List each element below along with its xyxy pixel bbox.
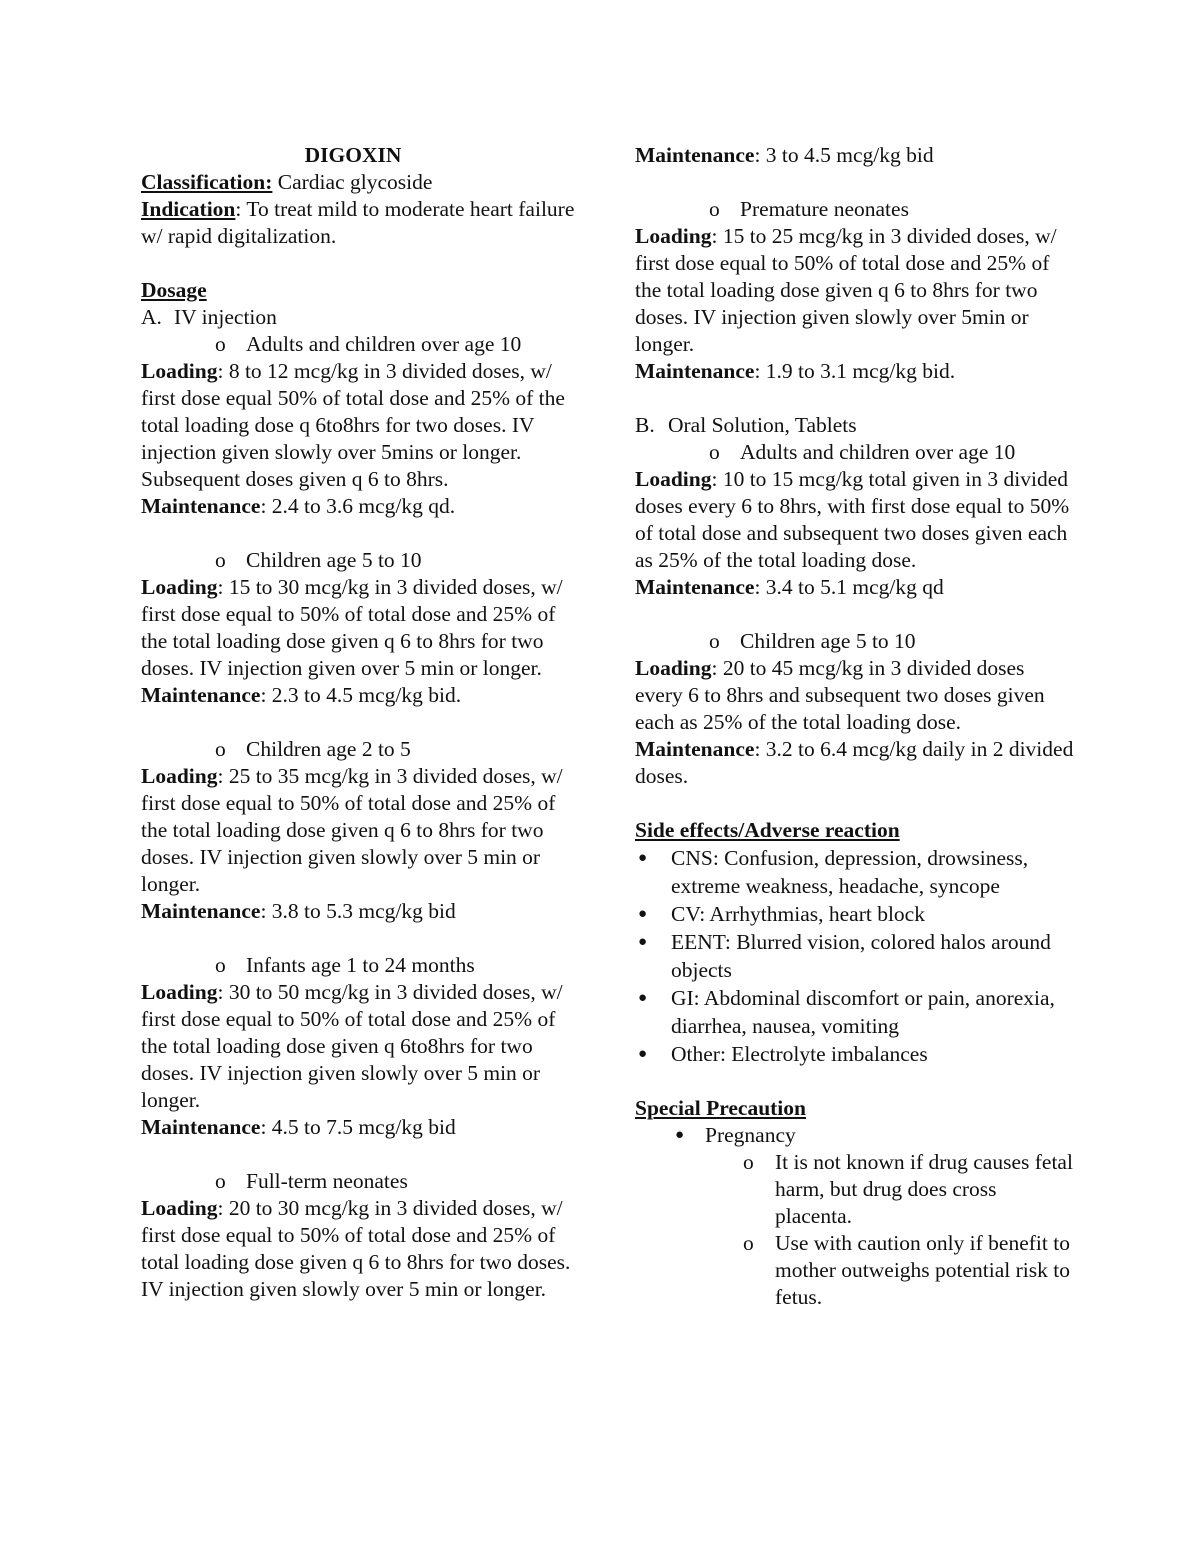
loading-text: Loading: 20 to 30 mcg/kg in 3 divided doses, w/ first dose equal to 50% of total dose and 25% of total loading dose given q 6 to 8hrs for two doses. IV injection given slowly over 5 min or longer.: [141, 1196, 571, 1301]
maintenance-text: Maintenance: 3.2 to 6.4 mcg/kg daily in 2 divided doses.: [635, 737, 1074, 788]
group-heading: o Infants age 1 to 24 months: [215, 953, 475, 977]
group-heading: o Children age 5 to 10: [215, 548, 422, 572]
classification-value: Cardiac glycoside: [272, 170, 433, 194]
maintenance-text: Maintenance: 2.4 to 3.6 mcg/kg qd.: [141, 494, 456, 518]
loading-text: Loading: 15 to 30 mcg/kg in 3 divided doses, w/ first dose equal to 50% of total dose and 25% of the total loading dose given q 6 to 8hrs for two doses. IV injection given over 5 min or longer.: [141, 575, 563, 680]
list-item: ● EENT: Blurred vision, colored halos around objects: [638, 930, 1051, 982]
precaution-subitem: o It is not known if drug causes fetal harm, but drug does cross placenta.: [743, 1150, 1073, 1228]
maintenance-text: Maintenance: 3.8 to 5.3 mcg/kg bid: [141, 899, 456, 923]
bullet-icon: ●: [638, 850, 648, 866]
sub-marker: o: [215, 548, 226, 572]
maintenance-text: Maintenance: 4.5 to 7.5 mcg/kg bid: [141, 1115, 456, 1139]
group-heading: o Full-term neonates: [215, 1169, 408, 1193]
loading-text: Loading: 30 to 50 mcg/kg in 3 divided doses, w/ first dose equal to 50% of total dose and 25% of the total loading dose given q 6to8hrs for two doses. IV injection given slowly over 5 min or longer.: [141, 980, 563, 1112]
sub-marker: o: [215, 737, 226, 761]
indication-line: [141, 196, 581, 250]
list-item: ● GI: Abdominal discomfort or pain, anorexia, diarrhea, nausea, vomiting: [638, 986, 1055, 1038]
sub-marker: o: [743, 1231, 754, 1255]
loading-text: Loading: 25 to 35 mcg/kg in 3 divided doses, w/ first dose equal to 50% of total dose and 25% of the total loading dose given q 6 to 8hrs for two doses. IV injection given slowly over 5 min or longer.: [141, 764, 563, 896]
route-a: [141, 304, 581, 331]
group-heading: o Premature neonates: [709, 197, 909, 221]
route-name: IV injection: [174, 305, 277, 329]
precaution-subitem: o Use with caution only if benefit to mother outweighs potential risk to fetus.: [743, 1231, 1070, 1309]
bullet-icon: ●: [638, 1046, 648, 1062]
side-effects-list: [635, 844, 1075, 1068]
classification-line: [141, 169, 581, 196]
list-item: ● CV: Arrhythmias, heart block: [638, 902, 925, 926]
sub-marker: o: [709, 197, 720, 221]
precaution-item: ● Pregnancy: [675, 1123, 796, 1147]
classification-label: Classification:: [141, 170, 273, 194]
sub-marker: o: [215, 332, 226, 356]
bullet-icon: ●: [638, 934, 648, 950]
list-item: ● Other: Electrolyte imbalances: [638, 1042, 928, 1066]
route-b: [635, 412, 1075, 439]
left-column: [141, 142, 581, 1303]
group-heading: o Adults and children over age 10: [709, 440, 1016, 464]
loading-text: Loading: 8 to 12 mcg/kg in 3 divided doses, w/ first dose equal 50% of total dose and 25% of the total loading dose q 6to8hrs for two doses. IV injection given slowly over 5mins or longer. Subsequent doses given q 6 to 8hrs.: [141, 359, 565, 491]
special-precaution-heading: Special Precaution: [635, 1096, 806, 1120]
sub-marker: o: [215, 1169, 226, 1193]
sub-marker: o: [709, 629, 720, 653]
sub-marker: o: [743, 1150, 754, 1174]
side-effects-heading: Side effects/Adverse reaction: [635, 818, 900, 842]
list-item: ● CNS: Confusion, depression, drowsiness, extreme weakness, headache, syncope: [638, 846, 1029, 898]
document-title: DIGOXIN: [304, 143, 402, 167]
maintenance-text: Maintenance: 1.9 to 3.1 mcg/kg bid.: [635, 359, 956, 383]
loading-text: Loading: 20 to 45 mcg/kg in 3 divided doses every 6 to 8hrs and subsequent two doses given each as 25% of the total loading dose.: [635, 656, 1045, 734]
group-heading: o Adults and children over age 10: [215, 332, 522, 356]
group-heading: o Children age 5 to 10: [709, 629, 916, 653]
dosage-heading: Dosage: [141, 278, 207, 302]
maintenance-text: Maintenance: 3.4 to 5.1 mcg/kg qd: [635, 575, 944, 599]
sub-marker: o: [709, 440, 720, 464]
route-letter: A.: [141, 305, 162, 329]
sub-marker: o: [215, 953, 226, 977]
right-column: [635, 142, 1075, 1311]
bullet-icon: ●: [638, 906, 648, 922]
indication-label: Indication: [141, 197, 236, 221]
route-letter: B.: [635, 413, 655, 437]
maintenance-text: Maintenance: 2.3 to 4.5 mcg/kg bid.: [141, 683, 462, 707]
loading-text: Loading: 15 to 25 mcg/kg in 3 divided doses, w/ first dose equal to 50% of total dose and 25% of the total loading dose given q 6 to 8hrs for two doses. IV injection given slowly over 5min or longer.: [635, 224, 1057, 356]
bullet-icon: ●: [675, 1127, 685, 1143]
indication-value: : To treat mild to moderate heart failure w/ rapid digitalization.: [141, 197, 575, 248]
route-name: Oral Solution, Tablets: [668, 413, 857, 437]
maintenance-text: Maintenance: 3 to 4.5 mcg/kg bid: [635, 143, 934, 167]
bullet-icon: ●: [638, 990, 648, 1006]
loading-text: Loading: 10 to 15 mcg/kg total given in 3 divided doses every 6 to 8hrs, with first dose equal to 50% of total dose and subsequent two doses given each as 25% of the total loading dose.: [635, 467, 1070, 572]
group-heading: o Children age 2 to 5: [215, 737, 411, 761]
